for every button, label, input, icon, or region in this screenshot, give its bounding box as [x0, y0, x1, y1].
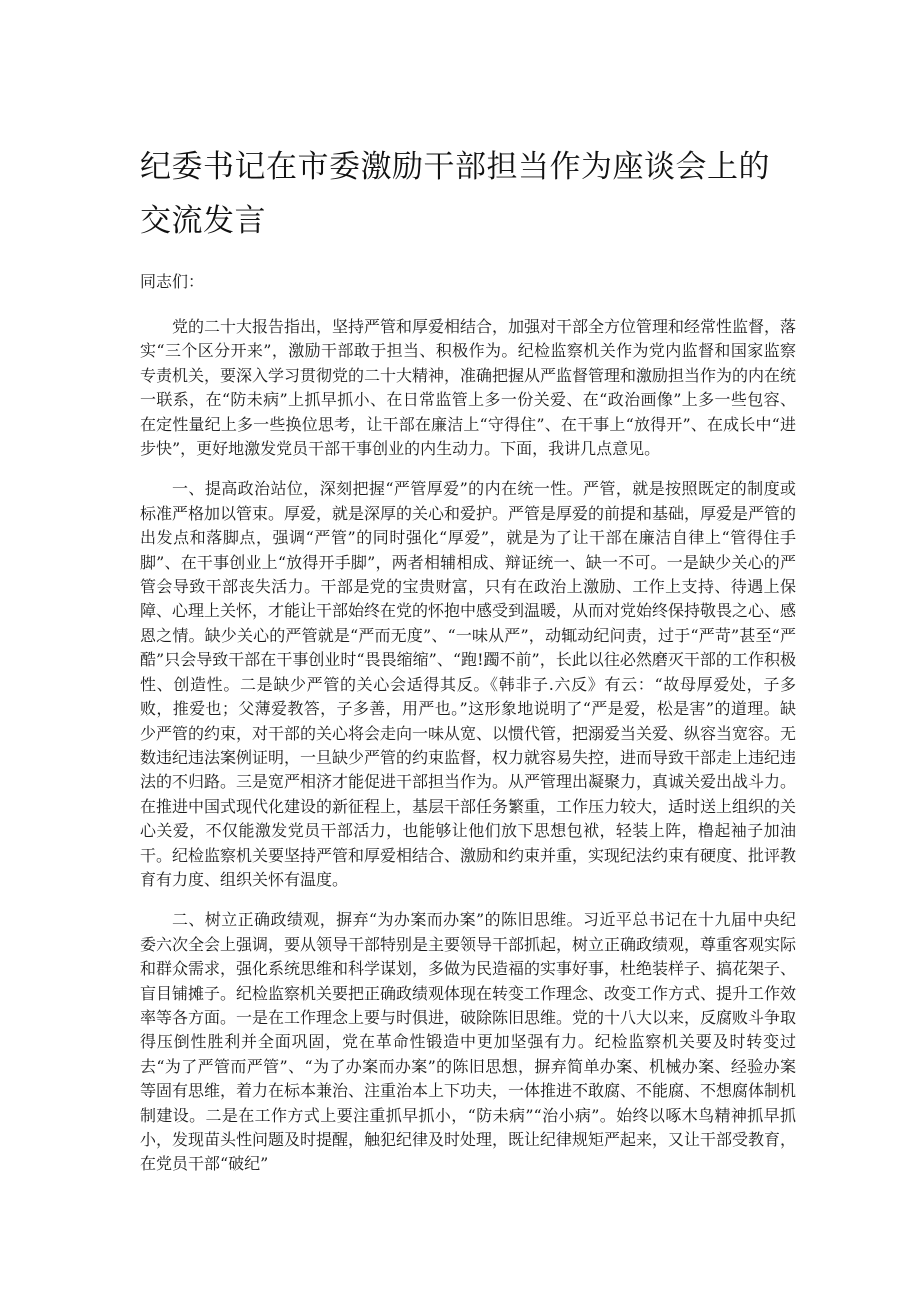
document-page: [140, 140, 796, 1177]
document-title: 纪委书记在市委激励干部担当作为座谈会上的交流发言: [140, 149, 770, 239]
greeting: 同志们：: [140, 272, 205, 291]
paragraph-intro: 党的二十大报告指出，坚持严管和厚爱相结合，加强对干部全方位管理和经常性监督，落实“三个区分开来”，激励干部敢于担当、积极作为。纪检监察机关作为党内监督和国家监察专责机关，要深入学习贯彻党的二十大精神，准确把握从严监督管理和激励担当作为的内在统一联系，在“防未病”上抓早抓小、在日常监管上多一份关爱、在“政治画像”上多一些包容、在定性量纪上多一些换位思考，让干部在廉洁上“守得住”、在干事上“放得开”、在成长中“进步快”，更好地激发党员干部干事创业的内生动力。下面，我讲几点意见。: [140, 317, 797, 459]
paragraph-section-two: 二、树立正确政绩观，摒弃“为办案而办案”的陈旧思维。习近平总书记在十九届中央纪委六次全会上强调，要从领导干部特别是主要领导干部抓起，树立正确政绩观，尊重客观实际和群众需求，强化系统思维和科学谋划，多做为民造福的实事好事，杜绝装样子、搞花架子、盲目铺摊子。纪检监察机关要把正确政绩观体现在转变工作理念、改变工作方式、提升工作效率等各方面。一是在工作理念上要与时俱进，破除陈旧思维。党的十八大以来，反腐败斗争取得压倒性胜利并全面巩固，党在革命性锻造中更加坚强有力。纪检监察机关要及时转变过去“为了严管而严管”、“为了办案而办案”的陈旧思想，摒弃简单办案、机械办案、经验办案等固有思维，着力在标本兼治、注重治本上下功夫，一体推进不敢腐、不能腐、不想腐体制机制建设。二是在工作方式上要注重抓早抓小，“防未病”“治小病”。始终以啄木鸟精神抓早抓小，发现苗头性问题及时提醒，触犯纪律及时处理，既让纪律规矩严起来，又让干部受教育，在党员干部“破纪”: [140, 910, 797, 1174]
paragraph-section-one: 一、提高政治站位，深刻把握“严管厚爱”的内在统一性。严管，就是按照既定的制度或标准严格加以管束。厚爱，就是深厚的关心和爱护。严管是厚爱的前提和基础，厚爱是严管的出发点和落脚点，强调“严管”的同时强化“厚爱”，就是为了让干部在廉洁自律上“管得住手脚”、在干事创业上“放得开手脚”，两者相辅相成、辩证统一、缺一不可。一是缺少关心的严管会导致干部丧失活力。干部是党的宝贵财富，只有在政治上激励、工作上支持、待遇上保障、心理上关怀，才能让干部始终在党的怀抱中感受到温暖，从而对党始终保持敬畏之心、感恩之情。缺少关心的严管就是“严而无度”、“一味从严”，动辄动纪问责，过于“严苛”甚至“严酷”只会导致干部在干事创业时“畏畏缩缩”、“跑!躅不前”，长此以往必然磨灭干部的工作积极性、创造性。二是缺少严管的关心会适得其反。《韩非子.六反》有云：“故母厚爱处，子多败，推爱也；父薄爱教答，子多善，用严也。”这形象地说明了“严是爱，松是害”的道理。缺少严管的约束，对干部的关心将会走向一味从宽、以惯代管，把溺爱当关爱、纵容当宽容。无数违纪违法案例证明，一旦缺少严管的约束监督，权力就容易失控，进而导致干部走上违纪违法的不归路。三是宽严相济才能促进干部担当作为。从严管理出凝聚力，真诚关爱出战斗力。在推进中国式现代化建设的新征程上，基层干部任务繁重，工作压力较大，适时送上组织的关心关爱，不仅能激发党员干部活力，也能够让他们放下思想包袱，轻装上阵，橹起袖子加油干。纪检监察机关要坚持严管和厚爱相结合、激励和约束并重，实现纪法约束有硬度、批评教育有力度、组织关怀有温度。: [140, 479, 797, 889]
